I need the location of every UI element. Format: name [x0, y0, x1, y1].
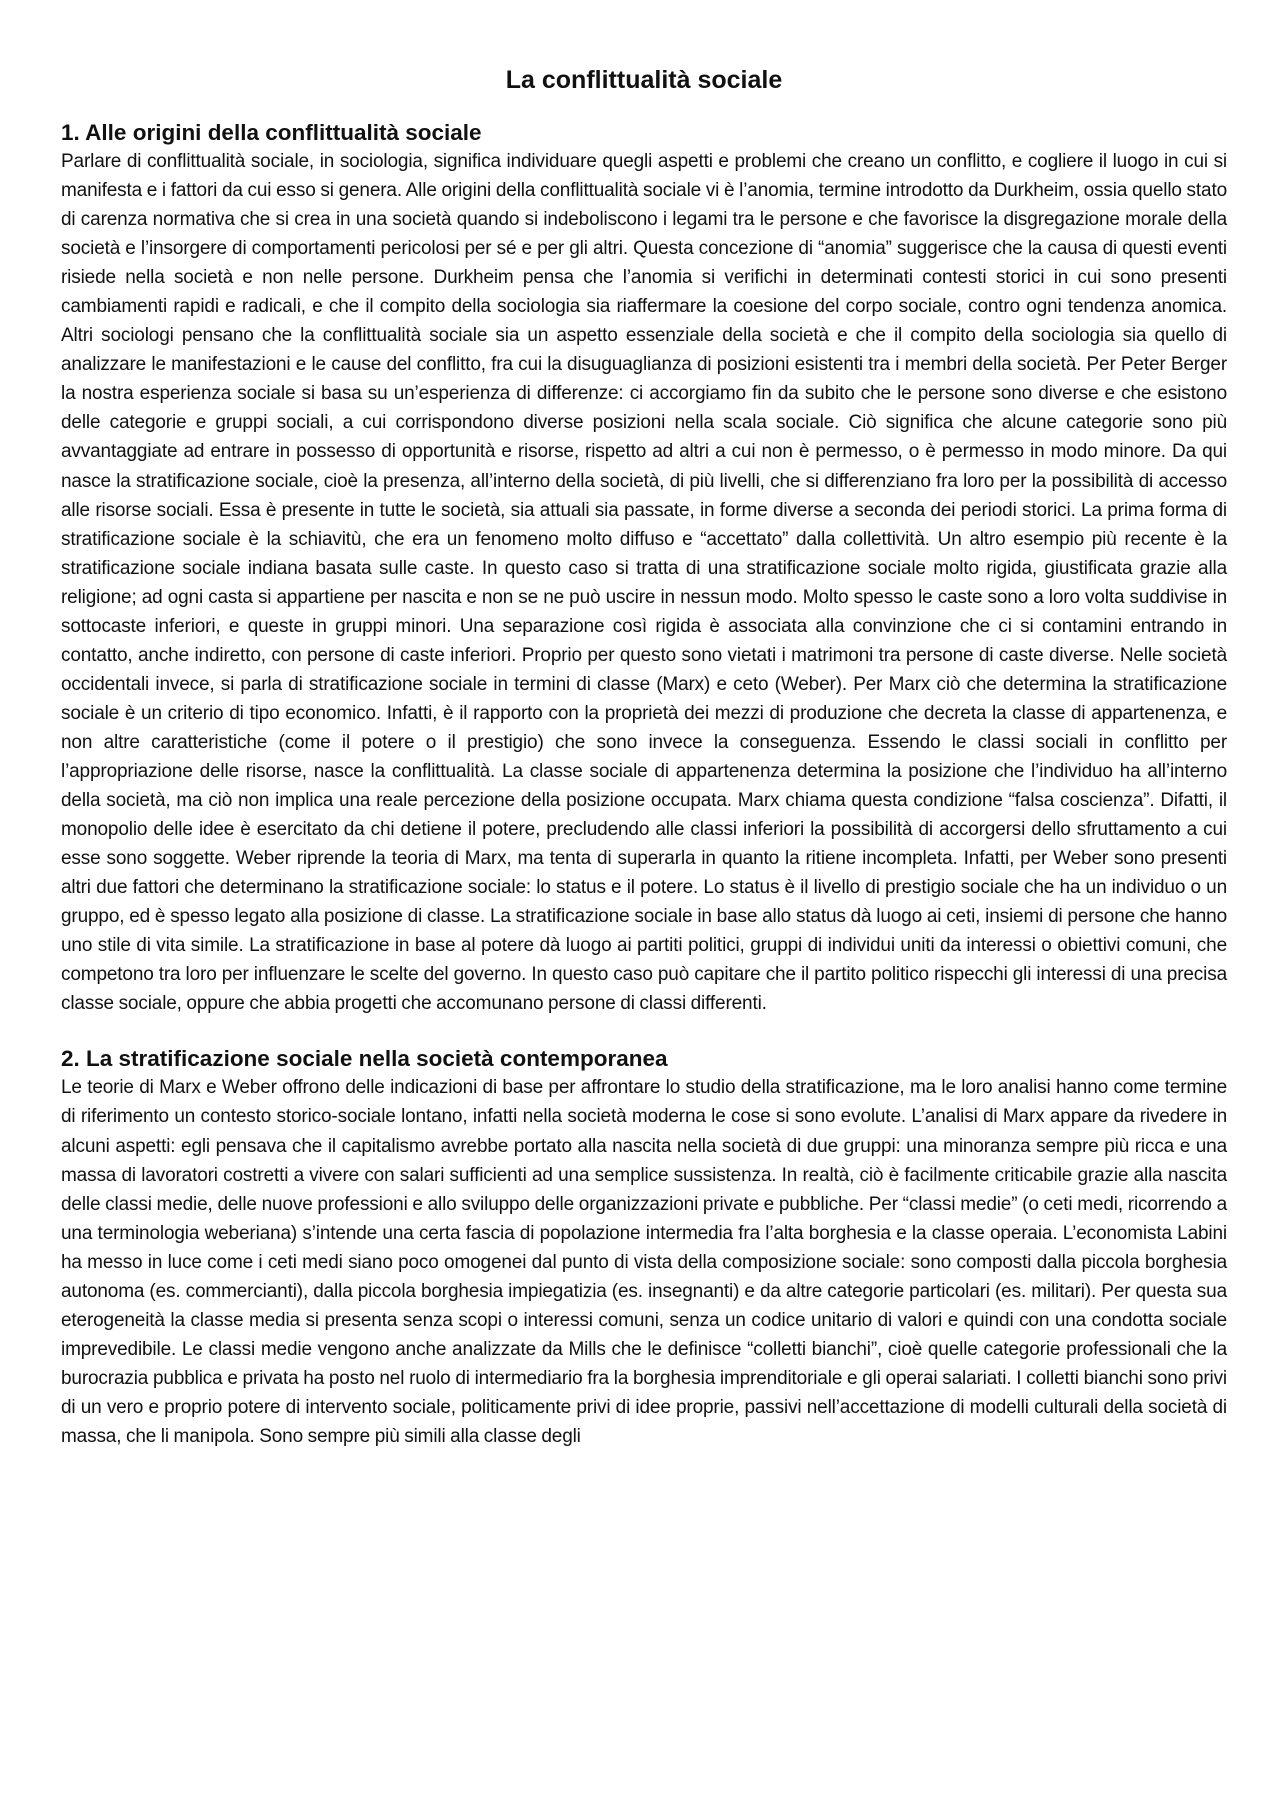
document-content: [61, 62, 1227, 1451]
section-body: Parlare di conflittualità sociale, in sociologia, significa individuare quegli aspetti e problemi che creano un conflitto, e cogliere il luogo in cui si manifesta e i fattori da cui esso si genera. Alle origini della conflittualità sociale vi è l’anomia, termine introdotto da Durkheim, ossia quello stato di carenza normativa che si crea in una società quando si indeboliscono i legami tra le persone e che favorisce la disgregazione morale della società e l’insorgere di comportamenti pericolosi per sé e per gli altri. Questa concezione di “anomia” suggerisce che la causa di questi eventi risiede nella società e non nelle persone. Durkheim pensa che l’anomia si verifichi in determinati contesti storici in cui sono presenti cambiamenti rapidi e radicali, e che il compito della sociologia sia riaffermare la coesione del corpo sociale, contro ogni tendenza anomica. Altri sociologi pensano che la conflittualità sociale sia un aspetto essenziale della società e che il compito della sociologia sia quello di analizzare le manifestazioni e le cause del conflitto, fra cui la disuguaglianza di posizioni esistenti tra i membri della società. Per Peter Berger la nostra esperienza sociale si basa su un’esperienza di differenze: ci accorgiamo fin da subito che le persone sono diverse e che esistono delle categorie e gruppi sociali, a cui corrispondono diverse posizioni nella scala sociale. Ciò significa che alcune categorie sono più avvantaggiate ad entrare in possesso di opportunità e risorse, rispetto ad altri a cui non è permesso, o è permesso in modo minore. Da qui nasce la stratificazione sociale, cioè la presenza, all’interno della società, di più livelli, che si differenziano fra loro per la possibilità di accesso alle risorse sociali. Essa è presente in tutte le società, sia attuali sia passate, in forme diverse a seconda dei periodi storici. La prima forma di stratificazione sociale è la schiavitù, che era un fenomeno molto diffuso e “accettato” dalla collettività. Un altro esempio più recente è la stratificazione sociale indiana basata sulle caste. In questo caso si tratta di una stratificazione sociale molto rigida, giustificata grazie alla religione; ad ogni casta si appartiene per nascita e non se ne può uscire in nessun modo. Molto spesso le caste sono a loro volta suddivise in sottocaste inferiori, e queste in gruppi minori. Una separazione così rigida è associata alla convinzione che ci si contamini entrando in contatto, anche indiretto, con persone di caste inferiori. Proprio per questo sono vietati i matrimoni tra persone di caste diverse. Nelle società occidentali invece, si parla di stratificazione sociale in termini di classe (Marx) e ceto (Weber). Per Marx ciò che determina la stratificazione sociale è un criterio di tipo economico. Infatti, è il rapporto con la proprietà dei mezzi di produzione che decreta la classe di appartenenza, e non altre caratteristiche (come il potere o il prestigio) che sono invece la conseguenza. Essendo le classi sociali in conflitto per l’appropriazione delle risorse, nasce la conflittualità. La classe sociale di appartenenza determina la posizione che l’individuo ha all’interno della società, ma ciò non implica una reale percezione della posizione occupata. Marx chiama questa condizione “falsa coscienza”. Difatti, il monopolio delle idee è esercitato da chi detiene il potere, precludendo alle classi inferiori la possibilità di accorgersi dello sfruttamento a cui esse sono soggette. Weber riprende la teoria di Marx, ma tenta di superarla in quanto la ritiene incompleta. Infatti, per Weber sono presenti altri due fattori che determinano la stratificazione sociale: lo status e il potere. Lo status è il livello di prestigio sociale che ha un individuo o un gruppo, ed è spesso legato alla posizione di classe. La stratificazione sociale in base allo status dà luogo ai ceti, insiemi di persone che hanno uno stile di vita simile. La stratificazione in base al potere dà luogo ai partiti politici, gruppi di individui uniti da interessi o obiettivi comuni, che competono tra loro per influenzare le scelte del governo. In questo caso può capitare che il partito politico rispecchi gli interessi di una precisa classe sociale, oppure che abbia progetti che accomunano persone di classi differenti.: [61, 151, 1227, 1015]
section-heading: 2. La stratificazione sociale nella società contemporanea: [61, 1046, 668, 1072]
document-title: La conflittualità sociale: [505, 66, 783, 94]
section-heading: 1. Alle origini della conflittualità sociale: [61, 120, 482, 145]
section-stratificazione: [61, 1044, 1227, 1451]
section-origini: [61, 118, 1227, 1018]
section-body: Le teorie di Marx e Weber offrono delle indicazioni di base per affrontare lo studio della stratificazione, ma le loro analisi hanno come termine di riferimento un contesto storico-sociale lontano, infatti nella società moderna le cose si sono evolute. L’analisi di Marx appare da rivedere in alcuni aspetti: egli pensava che il capitalismo avrebbe portato alla nascita nella società di due gruppi: una minoranza sempre più ricca e una massa di lavoratori costretti a vivere con salari sufficienti ad una semplice sussistenza. In realtà, ciò è facilmente criticabile grazie alla nascita delle classi medie, delle nuove professioni e allo sviluppo delle organizzazioni private e pubbliche. Per “classi medie” (o ceti medi, ricorrendo a una terminologia weberiana) s’intende una certa fascia di popolazione intermedia fra l’alta borghesia e la classe operaia. L’economista Labini ha messo in luce come i ceti medi siano poco omogenei dal punto di vista della composizione sociale: sono composti dalla piccola borghesia autonoma (es. commercianti), dalla piccola borghesia impiegatizia (es. insegnanti) e da altre categorie particolari (es. militari). Per questa sua eterogeneità la classe media si presenta senza scopi o interessi comuni, senza un codice unitario di valori e quindi con una condotta sociale imprevedibile. Le classi medie vengono anche analizzate da Mills che le definisce “colletti bianchi”, cioè quelle categorie professionali che la burocrazia pubblica e privata ha posto nel ruolo di intermediario fra la borghesia imprenditoriale e gli operai salariati. I colletti bianchi sono privi di un vero e proprio potere di intervento sociale, politicamente privi di idee proprie, passivi nell’accettazione di modelli culturali della società di massa, che li manipola. Sono sempre più simili alla classe degli: [61, 1077, 1227, 1447]
